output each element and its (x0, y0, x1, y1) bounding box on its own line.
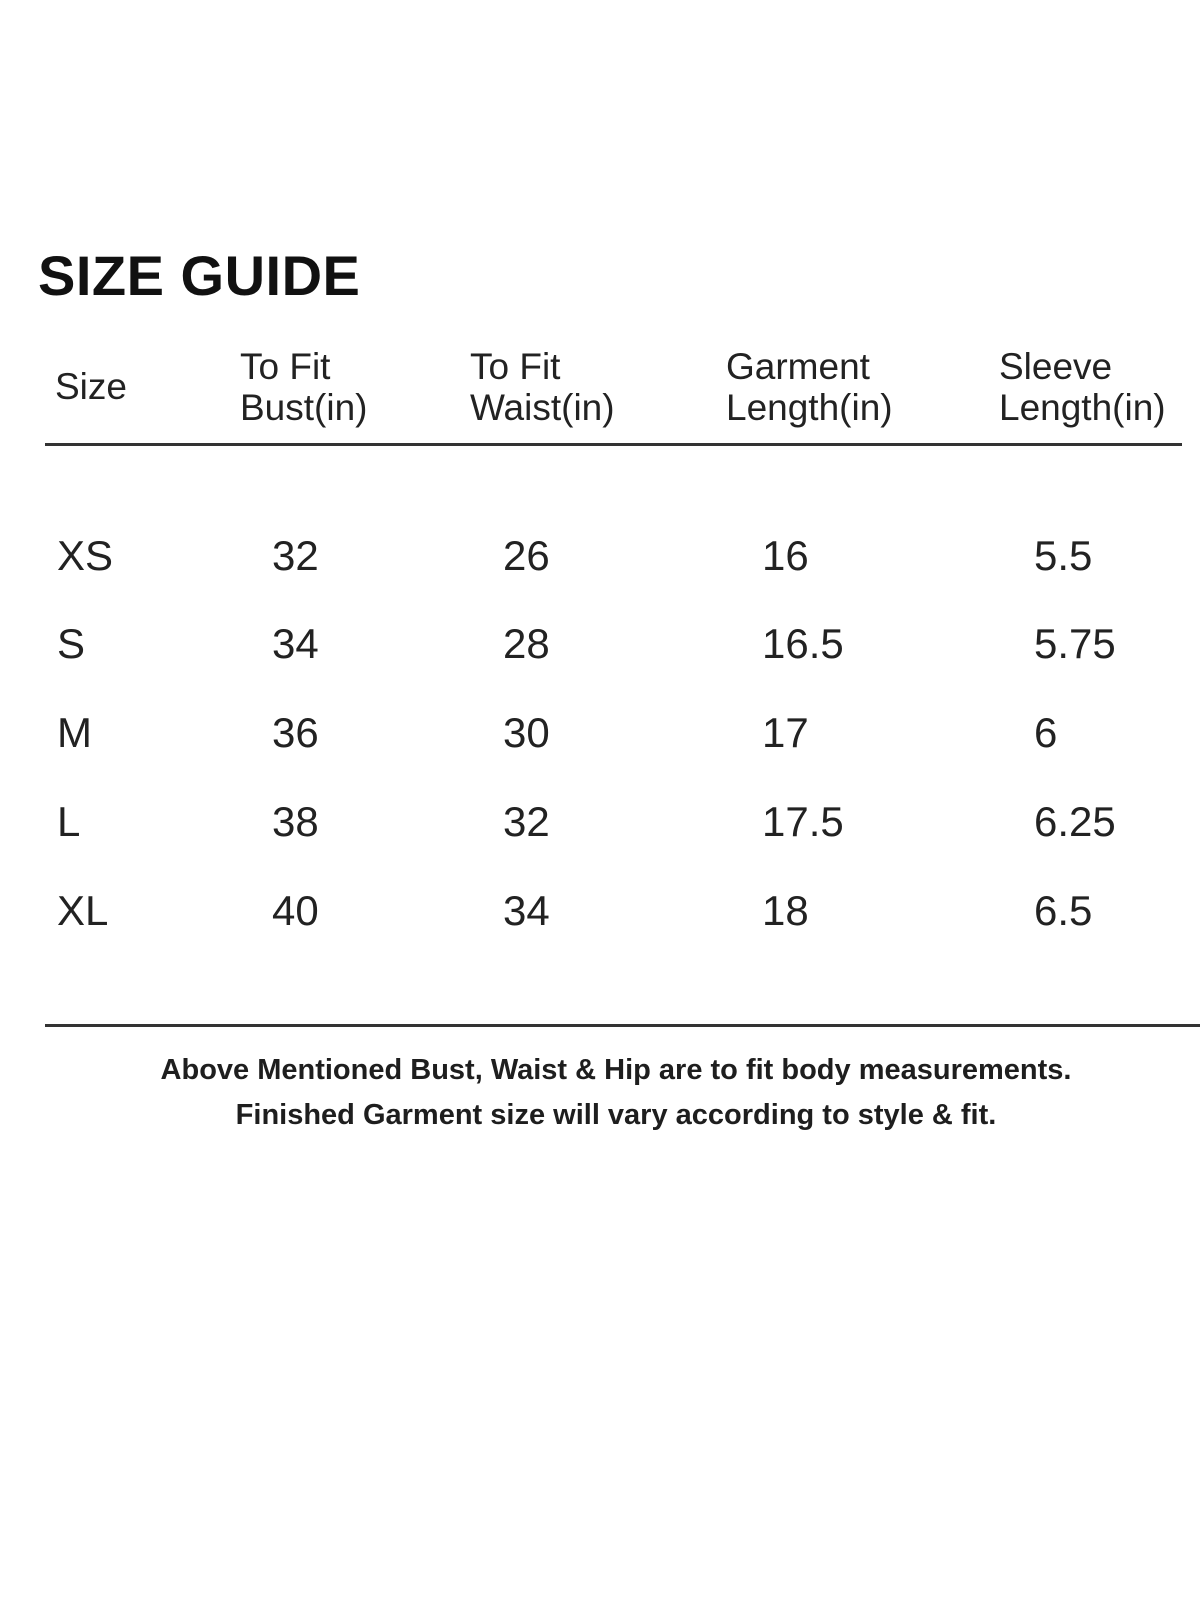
size-cell: S (57, 620, 86, 667)
size-cell: XL (57, 887, 109, 934)
sleeve-length-cell: 5.5 (1034, 532, 1093, 579)
footnote (0, 1048, 1200, 1138)
column-header-waist (470, 346, 615, 428)
waist-cell: 32 (503, 798, 550, 845)
sleeve-length-cell: 6.25 (1034, 798, 1116, 845)
garment-length-cell: 16.5 (762, 620, 844, 667)
page-title: SIZE GUIDE (38, 244, 361, 307)
garment-length-cell: 17 (762, 709, 809, 756)
bust-cell: 36 (272, 709, 319, 756)
footnote-line: Finished Garment size will vary according to style & fit. (235, 1099, 997, 1131)
sleeve-length-cell: 6.5 (1034, 887, 1093, 934)
footer-divider (45, 1024, 1200, 1027)
column-header-line: Length(in) (726, 387, 893, 428)
bust-cell: 32 (272, 532, 319, 579)
column-header-line: Bust(in) (240, 387, 368, 428)
column-header-garment-length (726, 346, 893, 428)
size-cell: XS (57, 532, 114, 579)
column-header-line: Waist(in) (470, 387, 615, 428)
column-header-line: Length(in) (999, 387, 1166, 428)
column-header-line: To Fit (240, 346, 331, 387)
bust-cell: 38 (272, 798, 319, 845)
column-header-line: Size (55, 366, 127, 407)
waist-cell: 26 (503, 532, 550, 579)
size-cell: M (57, 709, 92, 756)
footnote-line: Above Mentioned Bust, Waist & Hip are to fit body measurements. (160, 1054, 1072, 1086)
column-header-sleeve-length (999, 346, 1166, 428)
header-divider (45, 443, 1182, 446)
table-row (0, 531, 1200, 581)
column-header-line: Sleeve (999, 346, 1113, 387)
garment-length-cell: 16 (762, 532, 809, 579)
sleeve-length-cell: 6 (1034, 709, 1058, 756)
table-row (0, 708, 1200, 758)
garment-length-cell: 18 (762, 887, 809, 934)
column-header-size (55, 366, 127, 407)
table-row (0, 886, 1200, 936)
column-header-line: Garment (726, 346, 870, 387)
bust-cell: 40 (272, 887, 319, 934)
bust-cell: 34 (272, 620, 319, 667)
table-header (0, 346, 1200, 426)
column-header-bust (240, 346, 367, 428)
waist-cell: 34 (503, 887, 550, 934)
size-cell: L (57, 798, 81, 845)
waist-cell: 28 (503, 620, 550, 667)
table-row (0, 619, 1200, 669)
column-header-line: To Fit (470, 346, 561, 387)
table-row (0, 797, 1200, 847)
sleeve-length-cell: 5.75 (1034, 620, 1116, 667)
waist-cell: 30 (503, 709, 550, 756)
garment-length-cell: 17.5 (762, 798, 844, 845)
